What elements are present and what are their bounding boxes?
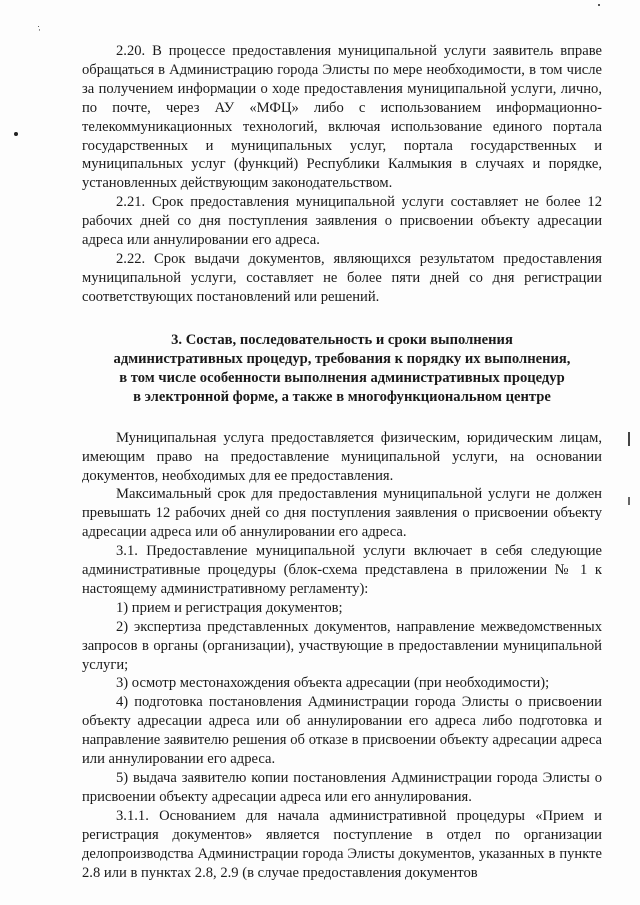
section-heading-line: административных процедур, требования к порядку их выполнения, [113, 350, 571, 367]
scan-speck-top-right [598, 4, 600, 6]
list-item-5: 5) выдача заявителю копии постановления Администрации города Элисты о присвоении объекту адресации адреса или его аннулирования. [82, 770, 602, 805]
section-heading-line: 3. Состав, последовательность и сроки выполнения [171, 331, 513, 348]
scan-dot-left-margin [14, 132, 18, 136]
paragraph-3-1-1: 3.1.1. Основанием для начала административной процедуры «Прием и регистрация документов» является поступление в отдел по организации делопроизводства Администрации города Элисты документов, указанных в пункте 2.8 или в пунктах 2.8, 2.9 (в случае предоставления документов [82, 807, 602, 881]
list-item-3: 3) осмотр местонахождения объекта адресации (при необходимости); [116, 675, 550, 692]
list-item-1: 1) прием и регистрация документов; [116, 599, 343, 616]
paragraph-2-21: 2.21. Срок предоставления муниципальной услуги составляет не более 12 рабочих дней со дня поступления заявления о присвоении объекту адресации адреса или аннулировании его адреса. [82, 194, 602, 249]
scan-mark-right-margin [628, 432, 630, 446]
section-heading-line: в том числе особенности выполнения административных процедур [119, 369, 565, 386]
paragraph-service-recipients: Муниципальная услуга предоставляется физическим, юридическим лицам, имеющим право на предоставление муниципальной услуги, на основании документов, необходимых для ее предоставления. [82, 429, 602, 484]
scan-mark-right-margin-2 [628, 497, 630, 505]
list-item-2: 2) экспертиза представленных документов, направление межведомственных запросов в органы (организации), участвующие в предоставлении муниципальной услуги; [82, 618, 602, 673]
section-3-heading [82, 331, 602, 407]
section-heading-line: в электронной форме, а также в многофункциональном центре [133, 388, 551, 405]
paragraph-3-1: 3.1. Предоставление муниципальной услуги включает в себя следующие административные процедуры (блок-схема представлена в приложении № 1 к настоящему административному регламенту): [82, 543, 602, 597]
document-body [82, 42, 602, 882]
paragraph-max-term: Максимальный срок для предоставления муниципальной услуги не должен превышать 12 рабочих дней со дня поступления заявления о присвоении объекту адресации адреса или об аннулировании его адреса. [82, 486, 602, 541]
list-item-4: 4) подготовка постановления Администрации города Элисты о присвоении объекту адресации адреса или об аннулировании его адреса либо подготовка и направление заявителю решения об отказе в присвоении объекту адресации адреса или аннулировании его адреса. [82, 694, 602, 768]
paragraph-2-22: 2.22. Срок выдачи документов, являющихся результатом предоставления муниципальной услуги, составляет не более пяти дней со дня регистрации соответствующих постановлений или решений. [82, 250, 602, 305]
paragraph-2-20: 2.20. В процессе предоставления муниципальной услуги заявитель вправе обращаться в Администрацию города Элисты по мере необходимости, в том числе за получением информации о ходе предоставления муниципальной услуги, лично, по почте, через АУ «МФЦ» либо с использованием информационно-телекоммуникационных технологий, включая использование единого портала государственных и муниципальных услуг, портала государственных и муниципальных услуг (функций) Республики Калмыкия в случаях и порядке, установленных действующим законодательством. [82, 43, 602, 192]
scan-speck: ·̇ [38, 26, 41, 36]
